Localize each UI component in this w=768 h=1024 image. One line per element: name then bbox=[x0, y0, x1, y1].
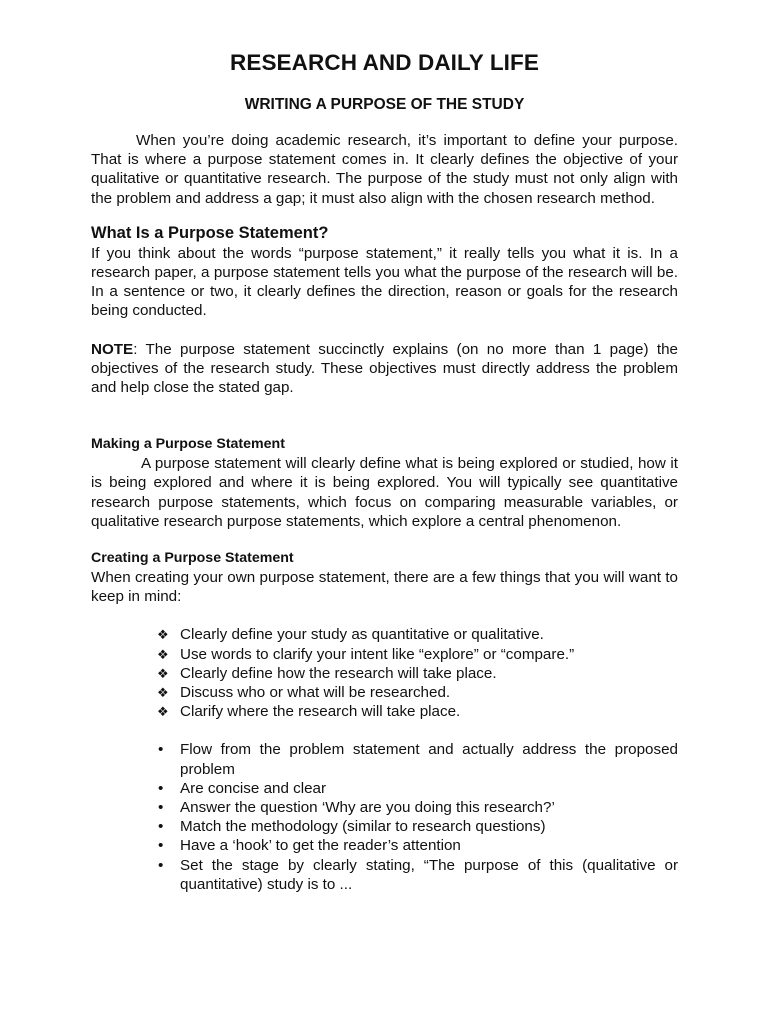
page-title: RESEARCH AND DAILY LIFE bbox=[229, 50, 539, 75]
bullet-icon: • bbox=[158, 741, 164, 759]
section-heading-making: Making a Purpose Statement bbox=[91, 436, 285, 453]
list-item bbox=[157, 856, 678, 894]
bullet-icon: • bbox=[158, 779, 164, 797]
bullet-icon: • bbox=[158, 799, 164, 817]
list-item-text: Discuss who or what will be researched. bbox=[180, 684, 451, 702]
list-item bbox=[157, 645, 678, 664]
criteria-list bbox=[157, 740, 678, 894]
note-text: : The purpose statement succinctly explains (on no more than 1 page) the objectives of the research study. These objectives must directly address the problem and help close the stated gap. bbox=[91, 340, 678, 397]
tips-list bbox=[157, 625, 678, 721]
note-paragraph bbox=[91, 340, 678, 398]
diamond-bullet-icon: ❖ bbox=[157, 704, 169, 720]
intro-paragraph: When you’re doing academic research, it’s important to define your purpose. That is where a purpose statement comes in. It clearly defines the objective of your qualitative or quantitative research. The purpose of the study must not only align with the problem and address a gap; it must also align with the chosen research method. bbox=[91, 132, 678, 207]
list-item-text: Use words to clarify your intent like “explore” or “compare.” bbox=[180, 645, 575, 663]
what-is-paragraph: If you think about the words “purpose statement,” it really tells you what it is. In a research paper, a purpose statement tells you what the purpose of the research will be. In a sentence or two, it clearly defines the direction, reason or goals for the research being conducted. bbox=[91, 244, 678, 320]
list-item-text: Clearly define your study as quantitative or qualitative. bbox=[180, 626, 544, 644]
list-item bbox=[157, 836, 678, 855]
making-paragraph: A purpose statement will clearly define what is being explored or studied, how it is being explored and where it is being explored. You will typically see quantitative research purpose statements, which focus on comparing measurable variables, or qualitative research purpose statements, which explore a central phenomenon. bbox=[91, 455, 678, 530]
list-item-text: Answer the question ‘Why are you doing this research?’ bbox=[180, 799, 555, 817]
list-item-text: Clarify where the research will take place. bbox=[180, 703, 461, 721]
list-item bbox=[157, 817, 678, 836]
list-item-text: Flow from the problem statement and actually address the proposed problem bbox=[180, 741, 678, 778]
bullet-icon: • bbox=[158, 837, 164, 855]
bullet-icon: • bbox=[158, 818, 164, 836]
page-subtitle: WRITING A PURPOSE OF THE STUDY bbox=[244, 96, 525, 113]
list-item bbox=[157, 625, 678, 644]
list-item-text: Clearly define how the research will take place. bbox=[180, 664, 497, 682]
diamond-bullet-icon: ❖ bbox=[157, 627, 169, 643]
list-item bbox=[157, 702, 678, 721]
list-item-text: Are concise and clear bbox=[180, 779, 327, 797]
creating-paragraph: When creating your own purpose statement, there are a few things that you will want to keep in mind: bbox=[91, 569, 678, 606]
list-item bbox=[157, 683, 678, 702]
list-item-text: Match the methodology (similar to research questions) bbox=[180, 818, 546, 836]
list-item bbox=[157, 779, 678, 798]
bullet-icon: • bbox=[158, 856, 164, 874]
diamond-bullet-icon: ❖ bbox=[157, 665, 169, 681]
diamond-bullet-icon: ❖ bbox=[157, 646, 169, 662]
note-label: NOTE bbox=[91, 340, 134, 358]
list-item bbox=[157, 664, 678, 683]
list-item bbox=[157, 740, 678, 778]
section-heading-creating: Creating a Purpose Statement bbox=[91, 550, 294, 567]
list-item-text: Set the stage by clearly stating, “The purpose of this (qualitative or quantitative) study is to ... bbox=[180, 856, 678, 893]
list-item-text: Have a ‘hook’ to get the reader’s attention bbox=[180, 837, 461, 855]
diamond-bullet-icon: ❖ bbox=[157, 685, 169, 701]
section-heading-what-is: What Is a Purpose Statement? bbox=[91, 223, 329, 242]
list-item bbox=[157, 798, 678, 817]
